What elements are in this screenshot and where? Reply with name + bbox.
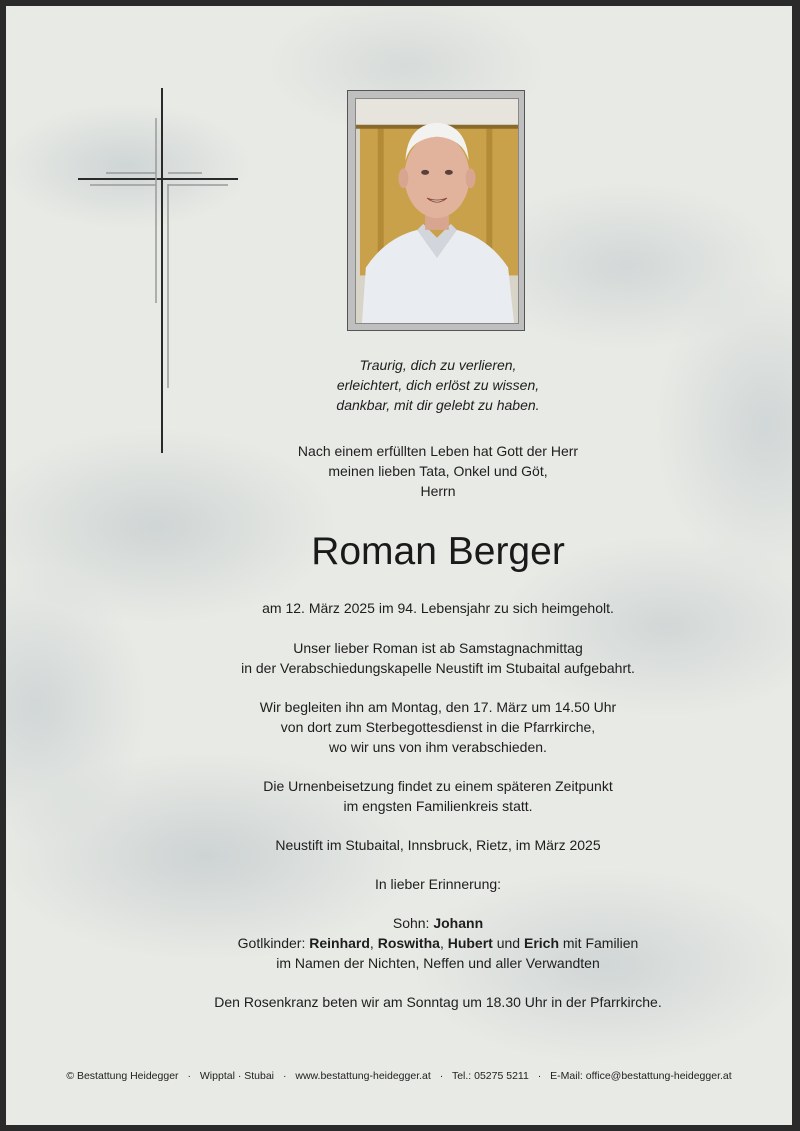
footer-phone: Tel.: 05275 5211 <box>451 1070 529 1082</box>
death-text: am 12. März 2025 im 94. Lebensjahr zu sich heimgeholt. <box>262 600 614 616</box>
service-info <box>156 697 720 757</box>
service-line: wo wir uns von ihm verabschieden. <box>329 739 547 755</box>
godchild-name: Erich <box>523 935 559 951</box>
service-line: Wir begleiten ihn am Montag, den 17. März um 14.50 Uhr <box>259 699 617 715</box>
godchild-name: Reinhard <box>309 935 370 951</box>
motto <box>156 355 720 415</box>
and-word: und <box>496 935 521 951</box>
urn-line: im engsten Familienkreis statt. <box>343 798 533 814</box>
footer-region: Wipptal · Stubai <box>199 1070 275 1082</box>
footer <box>6 1070 792 1082</box>
godchild-name: Hubert <box>447 935 493 951</box>
footer-separator: · <box>187 1070 191 1082</box>
remembrance-text: In lieber Erinnerung: <box>374 876 502 892</box>
motto-line: dankbar, mit dir gelebt zu haben. <box>336 397 540 413</box>
son-name: Johann <box>433 915 484 931</box>
relatives-line: im Namen der Nichten, Neffen und aller Verwandten <box>276 955 600 971</box>
motto-line: erleichtert, dich erlöst zu wissen, <box>336 377 540 393</box>
portrait-frame <box>347 90 525 331</box>
son-line <box>156 913 720 933</box>
place-date <box>156 835 720 855</box>
laid-out-line: in der Verabschiedungskapelle Neustift im Stubaital aufgebahrt. <box>241 660 635 676</box>
footer-company: © Bestattung Heidegger <box>66 1070 179 1082</box>
service-line: von dort zum Sterbegottesdienst in die Pfarrkirche, <box>280 719 596 735</box>
footer-separator: · <box>439 1070 444 1082</box>
with-families: mit Familien <box>562 935 639 951</box>
deceased-name: Roman Berger <box>311 530 565 573</box>
laid-out-line: Unser lieber Roman ist ab Samstagnachmittag <box>293 640 583 656</box>
godchildren-line: Gotlkinder: Reinhard, Roswitha, Hubert und Erich mit Familien <box>237 935 639 951</box>
place-date-text: Neustift im Stubaital, Innsbruck, Rietz, im März 2025 <box>275 837 601 853</box>
godchild-name: Roswitha <box>377 935 440 951</box>
godchildren-label: Gotlkinder: <box>237 935 306 951</box>
laid-out-info <box>156 638 720 678</box>
death-line <box>156 598 720 618</box>
family-list <box>156 913 720 973</box>
footer-separator: · <box>537 1070 542 1082</box>
footer-separator: · <box>282 1070 287 1082</box>
obituary-page <box>6 6 792 1125</box>
intro-line: Nach einem erfüllten Leben hat Gott der Herr <box>297 443 579 459</box>
urn-info <box>156 776 720 816</box>
footer-website[interactable]: www.bestattung-heidegger.at <box>295 1070 431 1082</box>
son-label: Sohn: <box>392 915 430 931</box>
rosary-info <box>156 992 720 1012</box>
remembrance <box>156 874 720 894</box>
portrait-photo <box>355 98 519 324</box>
motto-line: Traurig, dich zu verlieren, <box>359 357 517 373</box>
intro-line: meinen lieben Tata, Onkel und Göt, <box>328 463 548 479</box>
intro <box>156 441 720 501</box>
footer-email[interactable]: E-Mail: office@bestattung-heidegger.at <box>550 1070 732 1082</box>
intro-line: Herrn <box>420 483 456 499</box>
urn-line: Die Urnenbeisetzung findet zu einem späteren Zeitpunkt <box>263 778 613 794</box>
rosary-text: Den Rosenkranz beten wir am Sonntag um 18.30 Uhr in der Pfarrkirche. <box>214 994 662 1010</box>
